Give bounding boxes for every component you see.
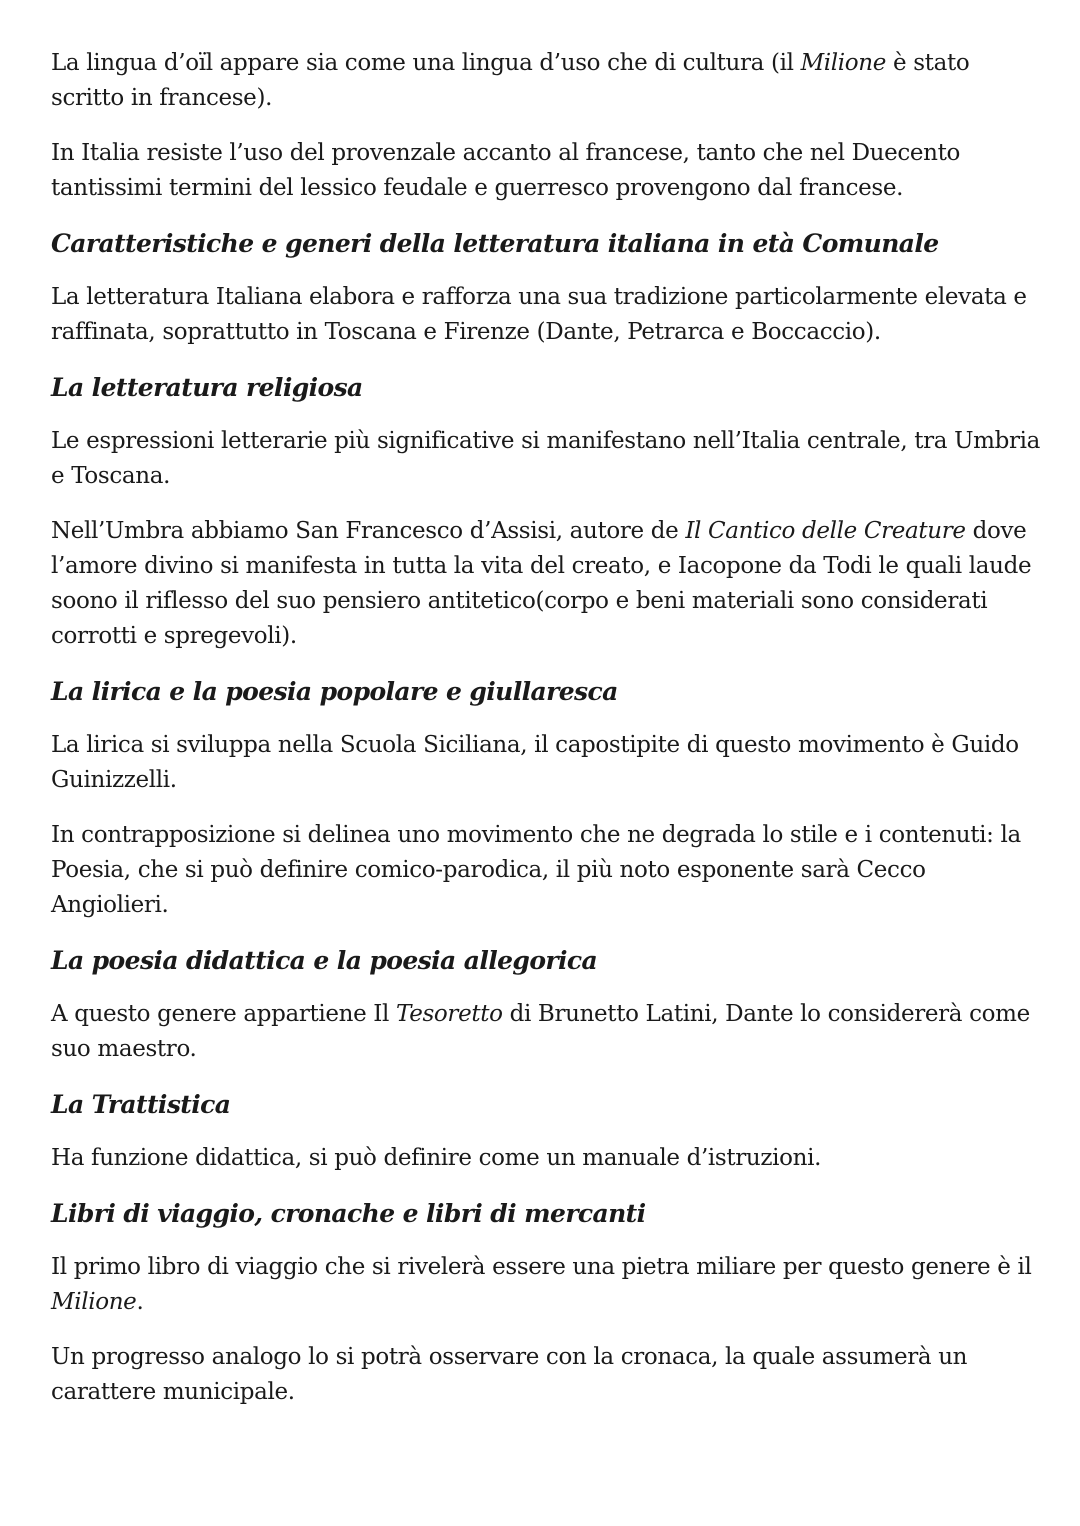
text-segment: In contrapposizione si delinea uno movimento che ne degrada lo stile e i contenuti: la Poesia, che si può definire comico-parodica, il più noto esponente sarà Cecco Angiolieri. [51, 822, 1021, 918]
text-segment: Le espressioni letterarie più significative si manifestano nell’Italia centrale, tra Umbria e Toscana. [51, 428, 1040, 489]
heading-lirica-poesia-popolare: La lirica e la poesia popolare e giullaresca [51, 677, 618, 706]
heading-libri-di-viaggio: Libri di viaggio, cronache e libri di mercanti [51, 1199, 646, 1228]
paragraph-san-francesco [51, 514, 1041, 654]
text-segment: La lingua d’oïl appare sia come una lingua d’uso che di cultura (il [51, 50, 801, 76]
heading-trattistica: La Trattistica [51, 1090, 231, 1119]
paragraph-scuola-siciliana [51, 728, 1041, 798]
italic-title: Milione [51, 1289, 137, 1315]
text-segment: dove l’amore divino si manifesta in tutta la vita del creato, e Iacopone da Todi le quali laude soono il riflesso del suo pensiero antitetico(corpo e beni materiali sono considerati corrotti e spregevoli). [51, 518, 1032, 649]
paragraph-contrapposizione [51, 818, 1041, 923]
heading-caratteristiche: Caratteristiche e generi della letteratura italiana in età Comunale [51, 229, 939, 258]
italic-title: Il Cantico delle Creature [685, 518, 966, 544]
paragraph-cronaca [51, 1340, 1041, 1410]
paragraph-lingua-doil [51, 46, 1041, 116]
text-segment: . [136, 1289, 144, 1315]
paragraph-funzione-didattica [51, 1141, 1041, 1176]
text-segment: Nell’Umbra abbiamo San Francesco d’Assisi, autore de [51, 518, 686, 544]
paragraph-primo-libro-viaggio [51, 1250, 1041, 1320]
heading-letteratura-religiosa: La letteratura religiosa [51, 373, 363, 402]
text-segment: Il primo libro di viaggio che si rivelerà essere una pietra miliare per questo genere è il [51, 1254, 1032, 1280]
heading-poesia-didattica: La poesia didattica e la poesia allegorica [51, 946, 598, 975]
text-segment: In Italia resiste l’uso del provenzale accanto al francese, tanto che nel Duecento tantissimi termini del lessico feudale e guerresco provengono dal francese. [51, 140, 961, 201]
text-segment: La lirica si sviluppa nella Scuola Siciliana, il capostipite di questo movimento è Guido Guinizzelli. [51, 732, 1019, 793]
text-segment: di Brunetto Latini, Dante lo considererà come suo maestro. [51, 1001, 1030, 1062]
paragraph-espressioni-letterarie [51, 424, 1041, 494]
italic-title: Tesoretto [396, 1001, 503, 1027]
paragraph-letteratura-italiana [51, 280, 1041, 350]
text-segment: La letteratura Italiana elabora e rafforza una sua tradizione particolarmente elevata e raffinata, soprattutto in Toscana e Firenze (Dante, Petrarca e Boccaccio). [51, 284, 1027, 345]
italic-title: Milione [800, 50, 887, 76]
document-page [51, 46, 1041, 1430]
text-segment: Un progresso analogo lo si potrà osservare con la cronaca, la quale assumerà un carattere municipale. [51, 1344, 968, 1405]
paragraph-tesoretto [51, 997, 1041, 1067]
text-segment: A questo genere appartiene Il [51, 1001, 397, 1027]
text-segment: Ha funzione didattica, si può definire come un manuale d’istruzioni. [51, 1145, 822, 1171]
text-segment: è stato scritto in francese). [51, 50, 970, 111]
paragraph-provenzale [51, 136, 1041, 206]
